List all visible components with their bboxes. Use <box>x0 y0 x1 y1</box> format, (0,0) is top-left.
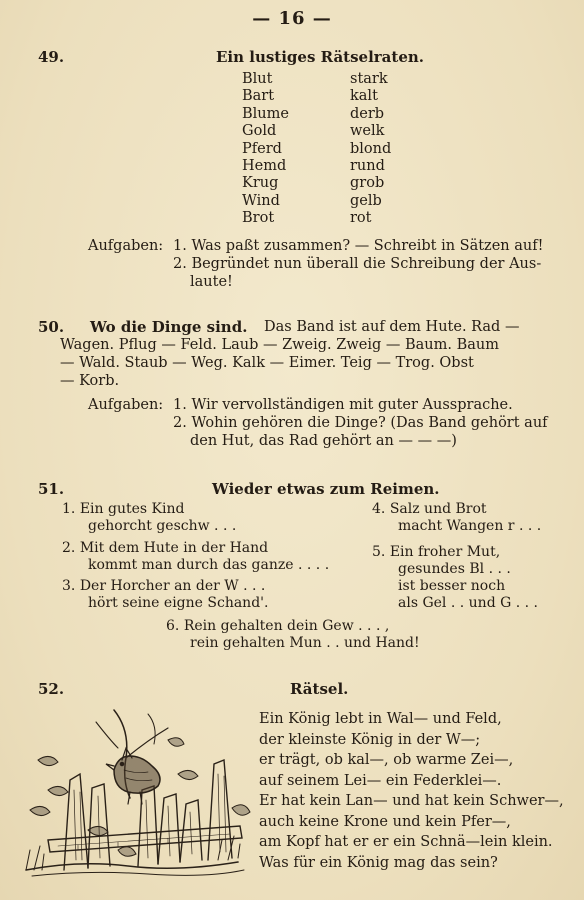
rhyme-line: Ein gutes Kind <box>79 501 185 517</box>
poem-line: Er hat kein Lan— und hat kein Schwer—, <box>259 793 564 809</box>
rhyme-item-5 <box>372 544 538 612</box>
rhyme-line: Mit dem Hute in der Hand <box>79 540 269 556</box>
exercise-title-52: Rätsel. <box>290 680 349 698</box>
word-item: welk <box>350 123 385 140</box>
rhyme-line: hört seine eigne Schand'. <box>88 595 269 611</box>
rhyme-line: Der Horcher an der W . . . <box>79 578 266 594</box>
word-item: grob <box>350 175 385 192</box>
word-item: kalt <box>350 88 378 105</box>
word-item: derb <box>350 105 385 122</box>
tasks-list-50 <box>173 396 548 432</box>
word-item: Wind <box>242 192 280 209</box>
rhyme-line: rein gehalten Mun . . und Hand! <box>190 635 420 651</box>
rhyme-line: Rein gehalten dein Gew . . . , <box>183 618 390 634</box>
word-item: rot <box>350 210 372 227</box>
rhyme-line: macht Wangen r . . . <box>398 518 542 534</box>
riddle-poem <box>259 709 564 873</box>
rhyme-item-1 <box>62 501 236 535</box>
rhyme-line: kommt man durch das ganze . . . . <box>88 557 330 573</box>
text-line: — Korb. <box>60 373 120 389</box>
exercise-number-52: 52. <box>38 680 65 698</box>
rhyme-line: Salz und Brot <box>389 501 487 517</box>
word-item: stark <box>350 71 388 87</box>
exercise-number-49: 49. <box>38 48 65 66</box>
exercise-number-50: 50. <box>38 318 65 336</box>
wren-illustration <box>18 700 254 878</box>
tasks-list-49 <box>173 237 543 291</box>
poem-line: Ein König lebt in Wal— und Feld, <box>259 711 502 727</box>
rhyme-number: 1. <box>62 501 76 517</box>
rhyme-number: 6. <box>166 618 180 634</box>
rhyme-line: ist besser noch <box>398 578 506 594</box>
word-item: Brot <box>242 210 275 227</box>
exercise-title-49: Ein lustiges Rätselraten. <box>216 48 425 66</box>
rhyme-item-2 <box>62 540 329 574</box>
task-item: 1. Was paßt zusammen? — Schreibt in Sätzen auf! <box>173 238 544 254</box>
poem-line: auf seinem Lei— ein Federklei—. <box>259 772 502 789</box>
word-item: rund <box>350 157 385 174</box>
rhyme-line: gesundes Bl . . . <box>398 561 511 577</box>
tasks-label-50: Aufgaben: <box>88 397 164 413</box>
page-number: — 16 — <box>252 8 332 29</box>
exercise-title-51: Wieder etwas zum Reimen. <box>212 480 440 498</box>
task-item: 2. Begründet nun überall die Schreibung der Aus- <box>173 256 542 272</box>
task-item: 1. Wir vervollständigen mit guter Aussprache. <box>173 397 513 413</box>
rhyme-number: 3. <box>62 578 76 594</box>
poem-line: auch keine Krone und kein Pfer—, <box>259 813 511 830</box>
rhyme-number: 5. <box>372 544 386 560</box>
rhyme-number: 4. <box>372 501 386 517</box>
rhyme-line: als Gel . . und G . . . <box>398 595 538 611</box>
rhyme-line: Ein froher Mut, <box>389 544 501 560</box>
noun-column <box>242 71 289 228</box>
word-item: Hemd <box>242 157 287 174</box>
rhyme-item-4 <box>372 501 541 535</box>
word-item: Bart <box>242 88 275 105</box>
poem-line: er trägt, ob kal—, ob warme Zei—, <box>259 752 514 768</box>
poem-line: der kleinste König in der W—; <box>259 731 481 748</box>
text-line: Wagen. Pflug — Feld. Laub — Zweig. Zweig — Baum. Baum <box>60 337 499 353</box>
exercise-number-51: 51. <box>38 480 65 498</box>
word-item: gelb <box>350 192 382 209</box>
rhyme-item-3 <box>62 578 268 612</box>
exercise-title-50: Wo die Dinge sind. <box>90 318 248 336</box>
text-line: — Wald. Staub — Weg. Kalk — Eimer. Teig — Trog. Obst <box>60 355 474 371</box>
tasks-label-49: Aufgaben: <box>88 238 164 254</box>
rhyme-number: 2. <box>62 540 76 556</box>
word-item: Pferd <box>242 140 282 157</box>
rhyme-item-6 <box>166 618 420 652</box>
text-line: Das Band ist auf dem Hute. Rad — <box>264 319 520 335</box>
adjective-column <box>350 71 391 228</box>
task-item-continued: den Hut, das Rad gehört an — — —) <box>190 433 457 449</box>
wren-on-fence-image <box>18 700 254 878</box>
poem-line: am Kopf hat er er ein Schnä—lein klein. <box>259 834 553 850</box>
word-item: blond <box>350 140 392 157</box>
word-item: Blume <box>242 105 289 122</box>
word-item: Gold <box>242 123 277 140</box>
poem-line: Was für ein König mag das sein? <box>259 854 498 871</box>
task-item-continued: laute! <box>190 274 233 290</box>
word-item: Blut <box>242 71 273 87</box>
word-item: Krug <box>242 175 279 192</box>
rhyme-line: gehorcht geschw . . . <box>88 518 237 534</box>
task-item: 2. Wohin gehören die Dinge? (Das Band gehört auf <box>173 415 548 431</box>
